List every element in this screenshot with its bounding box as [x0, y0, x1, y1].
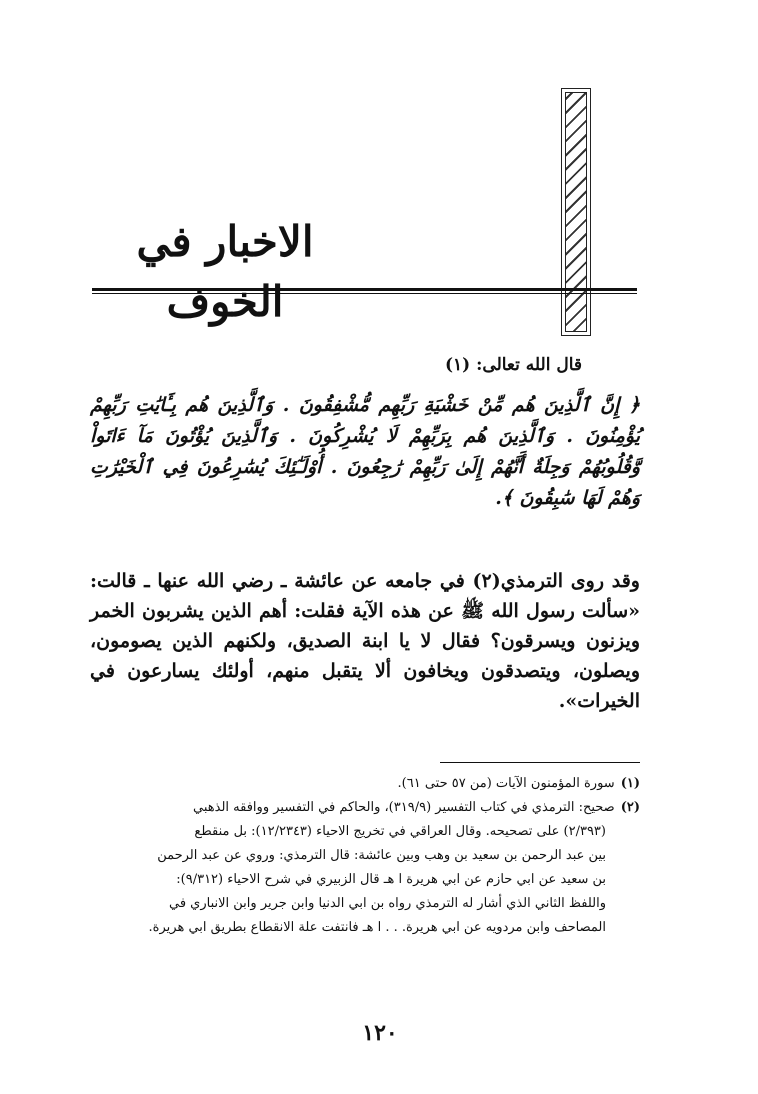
verse-intro: قال الله تعالى: (١) — [444, 355, 582, 375]
title-rule-thick — [92, 288, 637, 291]
quran-verse: ﴿ إِنَّ ٱلَّذِينَ هُم مِّنْ خَشْيَةِ رَبِّهِم مُّشْفِقُونَ . وَٱلَّذِينَ هُم بِـَٔايَٰتِ رَبِّهِمْ يُؤْمِنُونَ . وَٱلَّذِينَ هُم بِرَبِّهِمْ لَا يُشْرِكُونَ . وَٱلَّذِينَ يُؤْتُونَ مَآ ءَاتَواْ وَّقُلُوبُهُمْ وَجِلَةٌ أَنَّهُمْ إِلَىٰ رَبِّهِمْ رَٰجِعُونَ . أُوْلَـٰٓئِكَ يُسَٰرِعُونَ فِي ٱلْخَيْرَٰتِ وَهُمْ لَهَا سَٰبِقُونَ ﴾. — [90, 394, 640, 509]
footnote-number: (٢) — [620, 800, 640, 815]
chapter-title: الاخبار في الخوف — [136, 217, 314, 326]
footnote-separator — [440, 762, 640, 763]
footnote-number: (١) — [620, 776, 640, 791]
footnote-line: بن سعيد عن ابي حازم عن ابي هريرة ا هـ قال الزبيري في شرح الاحياء (٩/٣١٢): — [176, 872, 606, 887]
rope-ornament — [565, 92, 587, 332]
title-rule-thin — [92, 293, 637, 294]
footnote-text: سورة المؤمنون الآيات (من ٥٧ حتى ٦١). — [397, 776, 615, 791]
footnote-line: المصاحف وابن مردويه عن ابي هريرة. . . ا هـ فانتفت علة الانقطاع بطريق ابي هريرة. — [148, 920, 606, 935]
footnote-line: (٢/٣٩٣) على تصحيحه. وقال العراقي في تخريج الاحياء (١٢/٢٣٤٣): بل منقطع — [194, 824, 606, 839]
footnote-text: صحيح: الترمذي في كتاب التفسير (٣١٩/٩)، والحاكم في التفسير ووافقه الذهبي — [193, 800, 615, 815]
page-number: ١٢٠ — [362, 1020, 398, 1046]
footnotes — [90, 772, 640, 940]
footnote-1 — [90, 772, 640, 796]
hadith-paragraph: وقد روى الترمذي(٢) في جامعه عن عائشة ـ رضي الله عنها ـ قالت: «سألت رسول الله ﷺ عن هذه الآية فقلت: أهم الذين يشربون الخمر ويزنون ويسرقون؟ فقال لا يا ابنة الصديق، ولكنهم الذين يصومون، ويصلون، ويتصدقون ويخافون ألا يتقبل منهم، أولئك يسارعون في الخيرات». — [90, 570, 640, 712]
footnote-line: بين عبد الرحمن بن سعيد بن وهب وبين عائشة: قال الترمذي: وروي عن عبد الرحمن — [157, 848, 606, 863]
footnote-2 — [90, 796, 640, 820]
footnote-line: واللفظ الثاني الذي أشار له الترمذي رواه بن ابي الدنيا وابن جرير وابن الانباري في — [168, 896, 606, 911]
